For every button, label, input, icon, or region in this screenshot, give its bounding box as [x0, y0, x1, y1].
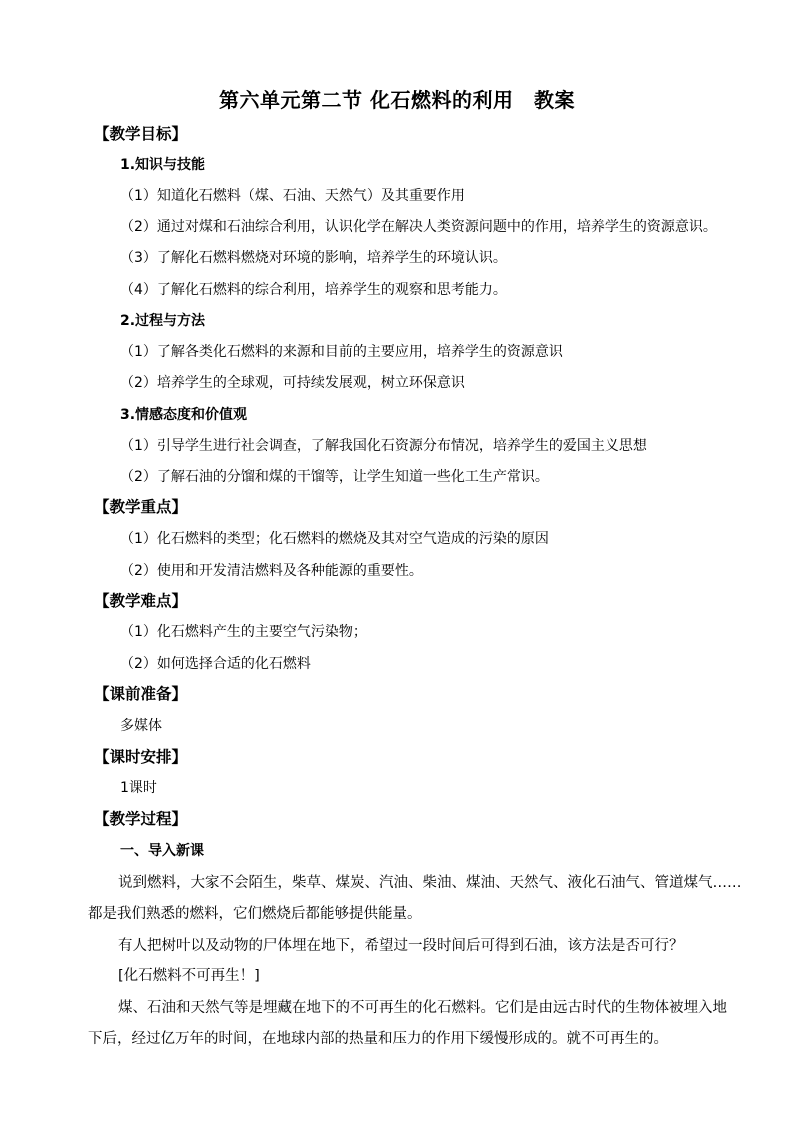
list-item: （1）引导学生进行社会调查，了解我国化石资源分布情况，培养学生的爱国主义思想: [120, 438, 647, 454]
list-item: （3）了解化石燃料燃烧对环境的影响，培养学生的环境认识。: [120, 250, 507, 266]
page-title: 第六单元第二节 化石燃料的利用 教案: [219, 88, 575, 112]
list-item: （1）了解各类化石燃料的来源和目前的主要应用，培养学生的资源意识: [120, 344, 563, 360]
list-item: （2）使用和开发清洁燃料及各种能源的重要性。: [120, 563, 423, 579]
heading-process: 【教学过程】: [94, 810, 188, 828]
paragraph: 煤、石油和天然气等是埋藏在地下的不可再生的化石燃料。它们是由远古时代的生物体被埋入地: [118, 1000, 727, 1016]
paragraph: 有人把树叶以及动物的尸体埋在地下，希望过一段时间后可得到石油，该方法是否可行？: [118, 938, 684, 954]
list-item: （1）化石燃料产生的主要空气污染物；: [120, 624, 367, 640]
process-sub-title: 一、导入新课: [120, 843, 204, 859]
list-item: （1）化石燃料的类型；化石燃料的燃烧及其对空气造成的污染的原因: [120, 531, 549, 547]
paragraph: 都是我们熟悉的燃料，它们燃烧后都能够提供能量。: [88, 906, 422, 922]
heading-difficulties: 【教学难点】: [94, 592, 188, 610]
heading-key-points: 【教学重点】: [94, 498, 188, 516]
paragraph: 说到燃料，大家不会陌生，柴草、煤炭、汽油、柴油、煤油、天然气、液化石油气、管道煤气……: [118, 875, 742, 891]
list-item: （2）通过对煤和石油综合利用，认识化学在解决人类资源问题中的作用，培养学生的资源意识。: [120, 219, 717, 235]
prep-text: 多媒体: [120, 718, 162, 734]
list-item: （4）了解化石燃料的综合利用，培养学生的观察和思考能力。: [120, 282, 507, 298]
heading-goals: 【教学目标】: [94, 125, 188, 143]
schedule-text: 1课时: [120, 780, 157, 796]
list-item: （2）培养学生的全球观，可持续发展观，树立环保意识: [120, 375, 465, 391]
heading-schedule: 【课时安排】: [94, 748, 188, 766]
goals-process-title: 2.过程与方法: [120, 313, 206, 329]
heading-prep: 【课前准备】: [94, 685, 188, 703]
list-item: （2）如何选择合适的化石燃料: [120, 656, 311, 672]
list-item: （1）知道化石燃料（煤、石油、天然气）及其重要作用: [120, 188, 465, 204]
goals-emotion-title: 3.情感态度和价值观: [120, 407, 248, 423]
list-item: （2）了解石油的分馏和煤的干馏等，让学生知道一些化工生产常识。: [120, 469, 549, 485]
paragraph: [化石燃料不可再生！]: [118, 968, 260, 984]
goals-knowledge-title: 1.知识与技能: [120, 157, 206, 173]
paragraph: 下后，经过亿万年的时间，在地球内部的热量和压力的作用下缓慢形成的。就不可再生的。: [88, 1031, 668, 1047]
